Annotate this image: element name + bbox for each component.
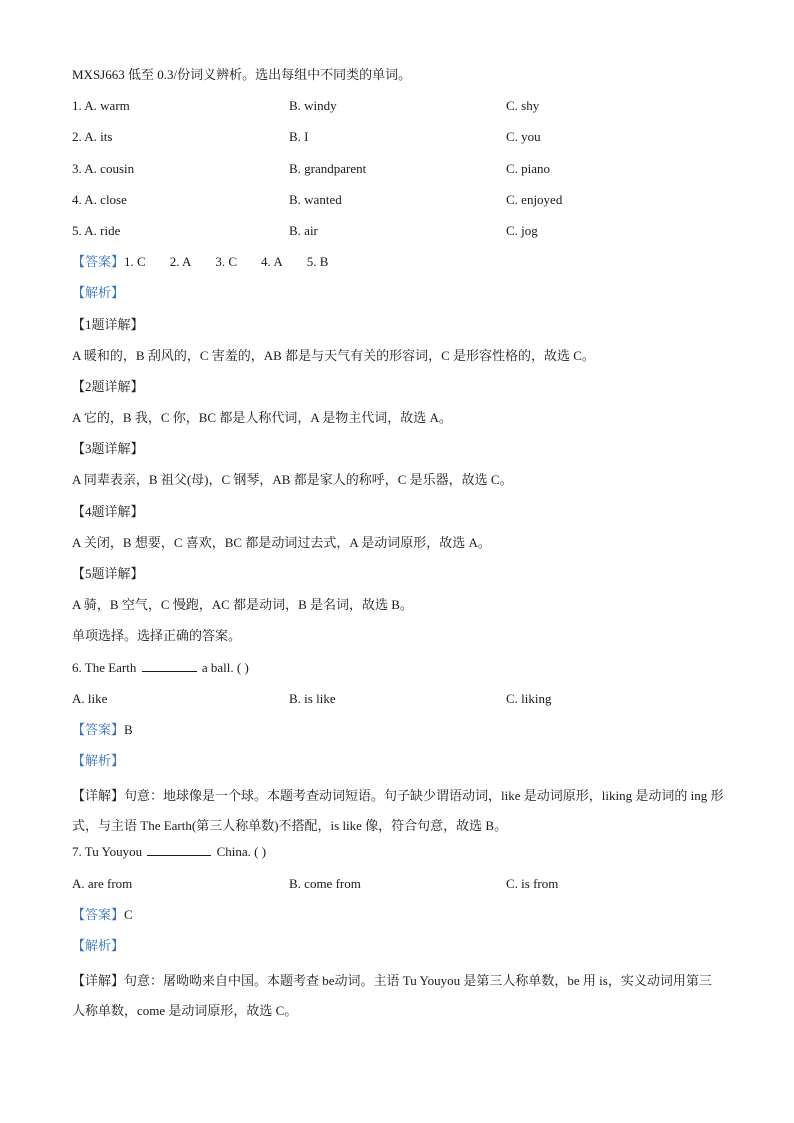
question-7-stem-end: China. ( ) bbox=[216, 844, 267, 860]
option-b: B. is like bbox=[289, 690, 336, 706]
answer-blank bbox=[147, 842, 211, 856]
question-3-options bbox=[72, 158, 732, 189]
option-a: 4. A. close bbox=[72, 191, 127, 207]
answer-item: 1. C bbox=[124, 254, 146, 270]
answer-tag: 【答案】 bbox=[72, 721, 125, 737]
answer-item: 2. A bbox=[169, 254, 192, 270]
detail-text: 句意：屠呦呦来自中国。本题考查 be动词。主语 Tu Youyou 是第三人称单数，be 用 is，实义动词用第三人称单数，come 是动词原形，故选 C。 bbox=[72, 973, 712, 1019]
detail-5-tag: 【5题详解】 bbox=[72, 566, 144, 581]
option-c: C. enjoyed bbox=[506, 191, 563, 207]
option-b: B. windy bbox=[289, 98, 337, 114]
question-7-stem-start: 7. Tu Youyou bbox=[72, 844, 143, 860]
analysis-tag: 【解析】 bbox=[72, 285, 125, 301]
question-7-stem bbox=[72, 841, 732, 872]
detail-5-text: A 骑，B 空气，C 慢跑，AC 都是动词，B 是名词，故选 B。 bbox=[72, 597, 413, 613]
detail-4-text: A 关闭，B 想要，C 喜欢，BC 都是动词过去式，A 是动词原形，故选 A。 bbox=[72, 534, 491, 550]
question-5-options bbox=[72, 220, 732, 251]
question-6-stem-end: a ball. ( ) bbox=[201, 659, 249, 675]
detail-2-tag: 【2题详解】 bbox=[72, 378, 144, 394]
answer-line-1-5 bbox=[72, 251, 732, 282]
question-1-options bbox=[72, 95, 732, 126]
option-a: 5. A. ride bbox=[72, 222, 121, 238]
answer-item: 5. B bbox=[306, 254, 329, 270]
answer-item: 4. A bbox=[261, 254, 283, 270]
question-6-answer bbox=[72, 719, 732, 750]
section-2-title: 单项选择。选择正确的答案。 bbox=[72, 628, 242, 644]
detail-3-text: A 同辈表亲，B 祖父(母)，C 钢琴，AB 都是家人的称呼，C 是乐器，故选 C。 bbox=[72, 472, 513, 488]
section-header: MXSJ663 低至 0.3/份词义辨析。选出每组中不同类的单词。 bbox=[72, 67, 412, 82]
analysis-tag: 【解析】 bbox=[72, 753, 125, 769]
detail-tag: 【详解】 bbox=[72, 788, 125, 804]
answer-tag: 【答案】 bbox=[72, 906, 125, 922]
option-a: 2. A. its bbox=[72, 129, 113, 145]
option-a: 3. A. cousin bbox=[72, 160, 135, 176]
option-b: B. wanted bbox=[289, 191, 342, 207]
answer-value: C bbox=[124, 906, 133, 922]
option-c: C. liking bbox=[506, 690, 552, 706]
detail-1-text: A 暖和的，B 刮风的，C 害羞的，AB 都是与天气有关的形容词，C 是形容性格的，故选 C。 bbox=[72, 347, 595, 363]
analysis-tag: 【解析】 bbox=[72, 937, 125, 953]
option-a: A. are from bbox=[72, 875, 133, 891]
detail-3-tag: 【3题详解】 bbox=[72, 441, 144, 457]
option-b: B. come from bbox=[289, 875, 361, 891]
question-4-options bbox=[72, 189, 732, 220]
option-b: B. I bbox=[289, 129, 309, 145]
question-6-stem bbox=[72, 657, 732, 688]
detail-2-text: A 它的，B 我，C 你，BC 都是人称代词，A 是物主代词，故选 A。 bbox=[72, 410, 452, 426]
answer-item: 3. C bbox=[215, 254, 238, 270]
option-c: C. jog bbox=[506, 222, 538, 238]
question-7-detail bbox=[72, 966, 724, 1026]
detail-text: 句意：地球像是一个球。本题考查动词短语。句子缺少谓语动词，like 是动词原形，liking 是动词的 ing 形式，与主语 The Earth(第三人称单数)不搭配，is like 像，符合句意，故选 B。 bbox=[72, 788, 724, 834]
option-b: B. air bbox=[289, 222, 318, 238]
option-b: B. grandparent bbox=[289, 160, 367, 176]
question-7-options bbox=[72, 873, 732, 904]
answer-tag: 【答案】 bbox=[72, 254, 125, 270]
option-a: A. like bbox=[72, 690, 108, 706]
detail-tag: 【详解】 bbox=[72, 973, 125, 989]
answer-blank bbox=[142, 658, 197, 672]
question-6-stem-start: 6. The Earth bbox=[72, 659, 137, 675]
question-6-options bbox=[72, 688, 732, 719]
option-a: 1. A. warm bbox=[72, 98, 130, 114]
option-c: C. you bbox=[506, 129, 541, 145]
option-c: C. shy bbox=[506, 98, 540, 114]
question-2-options bbox=[72, 126, 732, 157]
detail-1-tag: 【1题详解】 bbox=[72, 316, 144, 332]
option-c: C. is from bbox=[506, 875, 559, 891]
option-c: C. piano bbox=[506, 160, 551, 176]
question-7-answer bbox=[72, 904, 732, 935]
detail-4-tag: 【4题详解】 bbox=[72, 503, 144, 519]
document-page bbox=[72, 64, 732, 1026]
question-6-detail bbox=[72, 781, 724, 841]
answer-value: B bbox=[124, 721, 133, 737]
